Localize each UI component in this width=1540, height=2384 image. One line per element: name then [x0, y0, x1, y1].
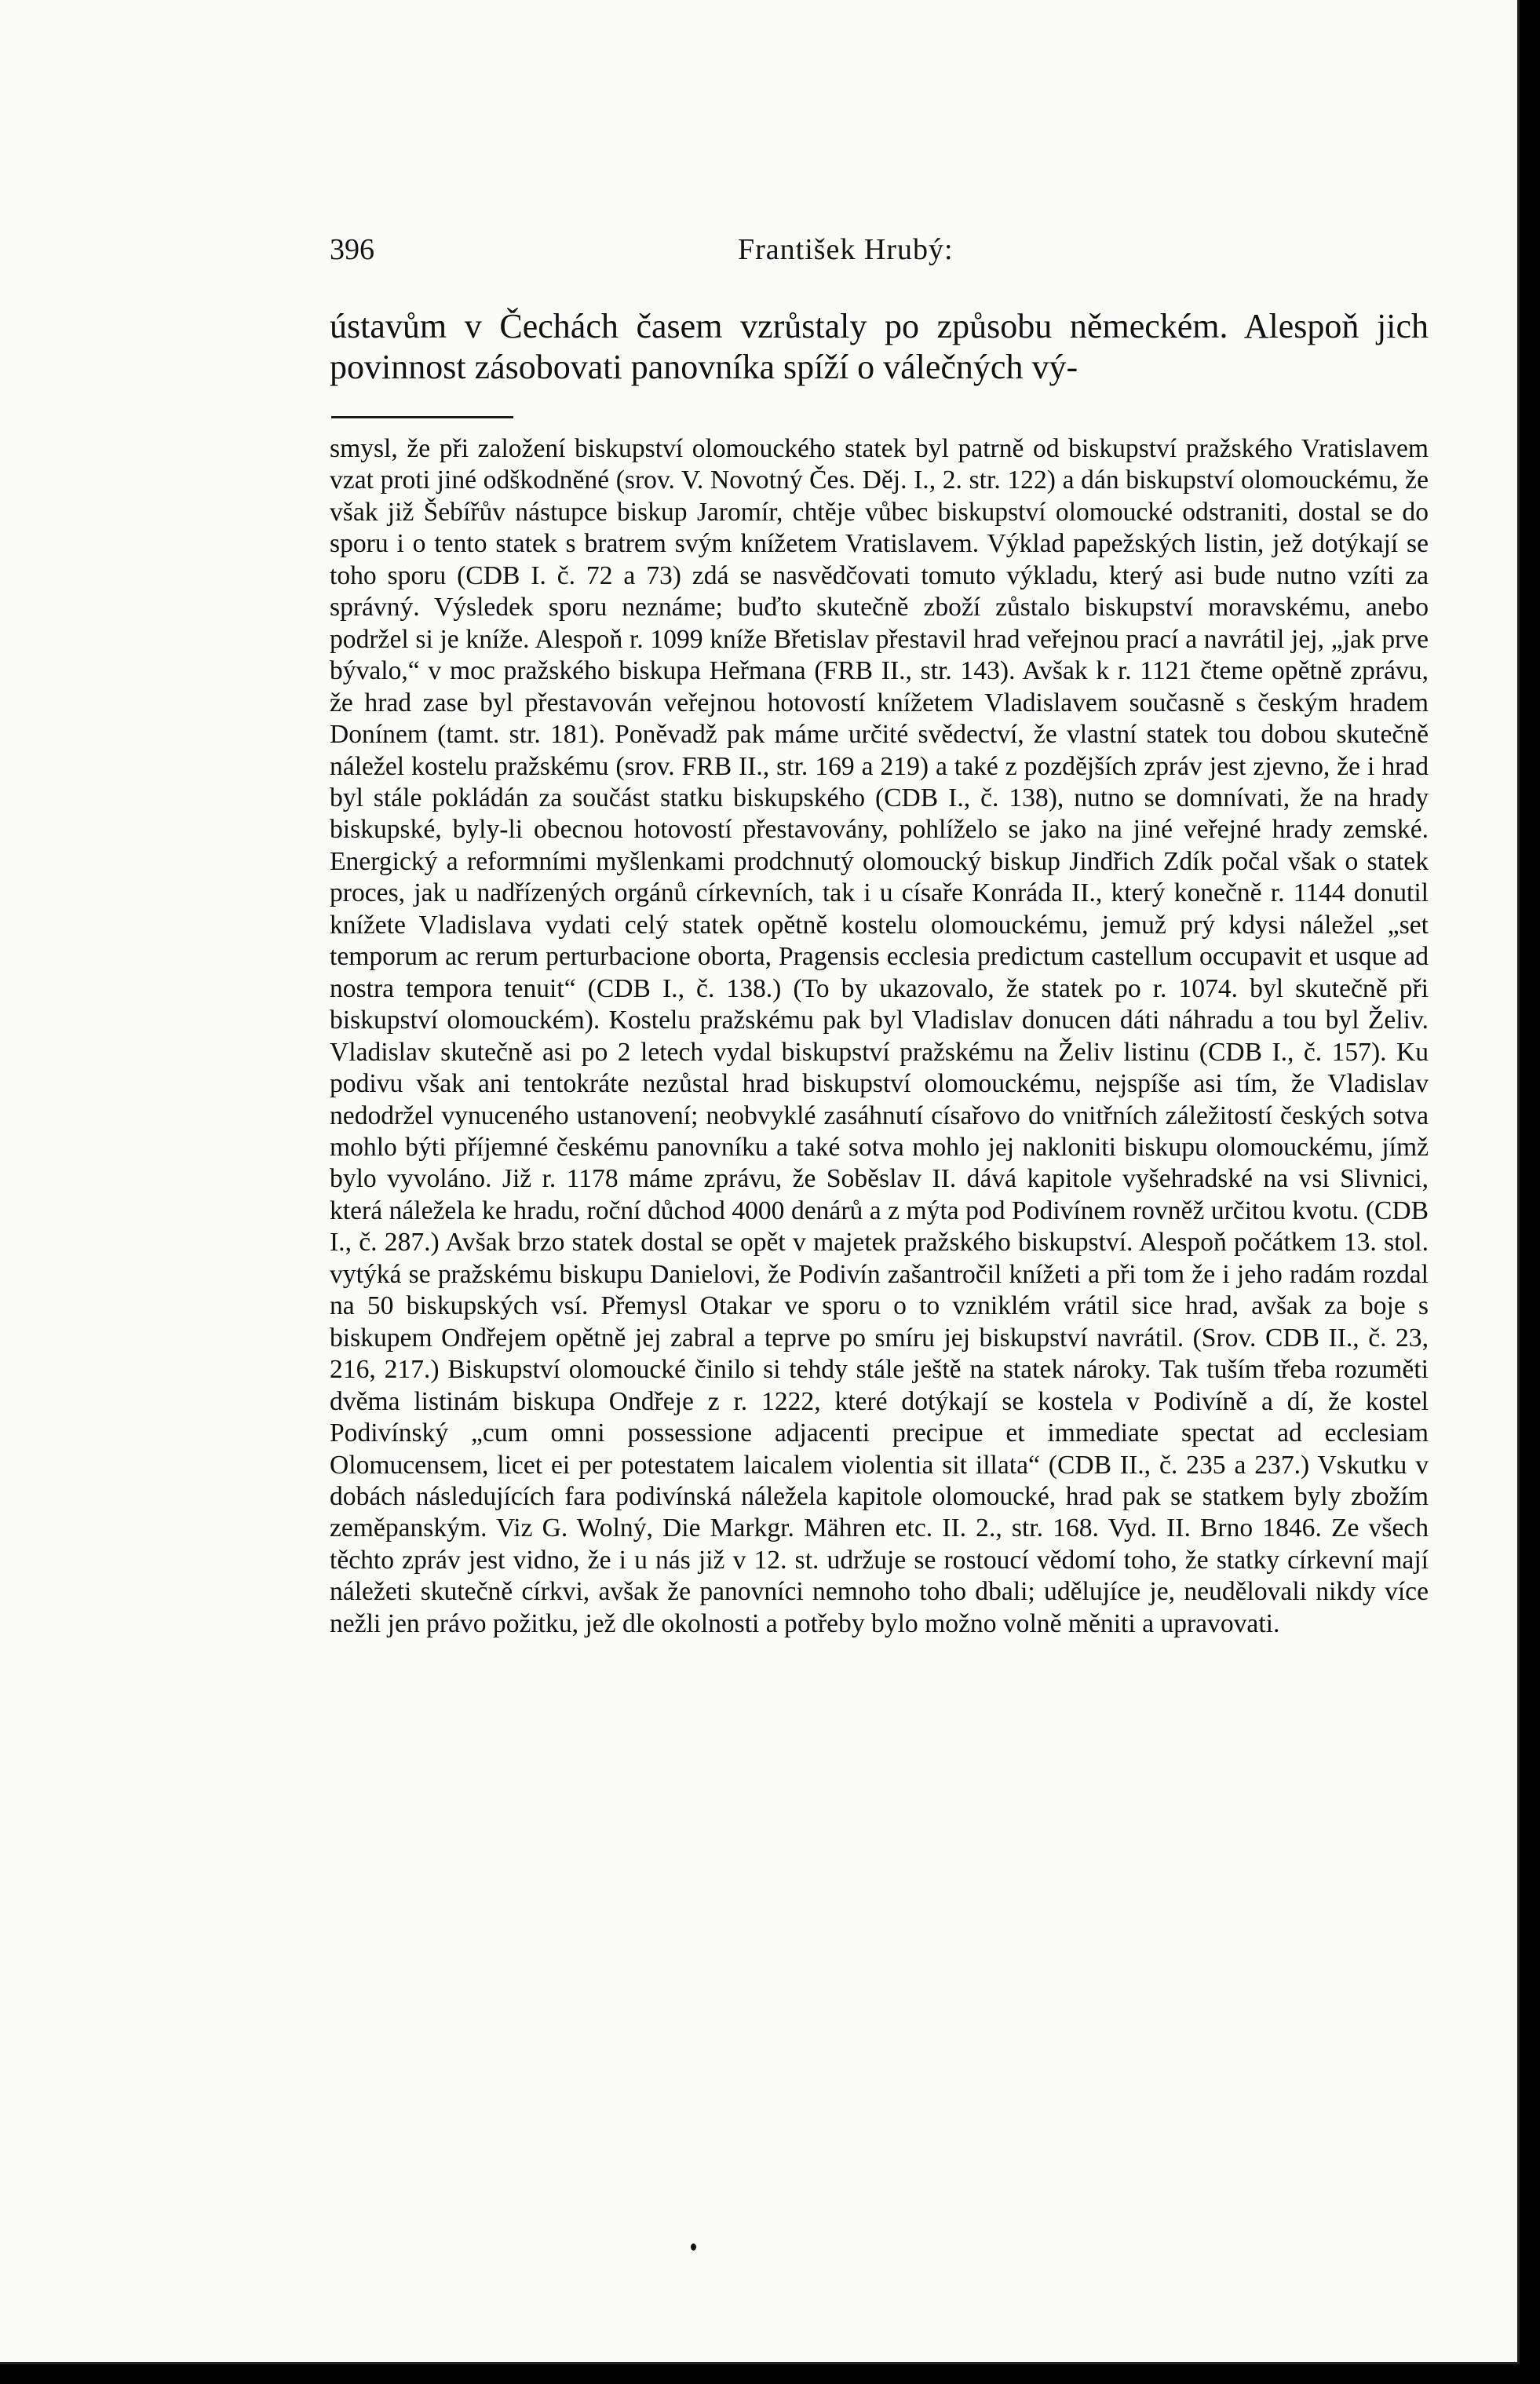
footnote-text: smysl, že při založení biskupství olomouckého statek byl patrně od biskupství pražského Vratislavem vzat proti jiné odškodněné (srov. V. Novotný Čes. Děj. I., 2. str. 122) a dán biskupství olomouckému, že však již Šebířův nástupce biskup Jaromír, chtěje vůbec biskupství olomoucké odstraniti, dostal se do sporu i o tento statek s bratrem svým knížetem Vratislavem. Výklad papežských listin, jež dotýkají se toho sporu (CDB I. č. 72 a 73) zdá se nasvědčovati tomuto výkladu, který asi bude nutno vzíti za správný. Výsledek sporu neznáme; buďto skutečně zboží zůstalo biskupství moravskému, anebo podržel si je kníže. Alespoň r. 1099 kníže Břetislav přestavil hrad veřejnou prací a navrátil jej, „jak prve bývalo,“ v moc pražského biskupa Heřmana (FRB II., str. 143). Avšak k r. 1121 čteme opětně zprávu, že hrad zase byl přestavován veřejnou hotovostí knížetem Vladislavem současně s českým hradem Donínem (tamt. str. 181). Poněvadž pak máme určité svědectví, že vlastní statek tou dobou skutečně náležel kostelu pražskému (srov. FRB II., str. 169 a 219) a také z pozdějších zpráv jest zjevno, že i hrad byl stále pokládán za součást statku biskupského (CDB I., č. 138), nutno se domnívati, že na hrady biskupské, byly-li obecnou hotovostí přestavovány, pohlíželo se jako na jiné veřejné hrady zemské. Energický a reformními myšlenkami prodchnutý olomoucký biskup Jindřich Zdík počal však o statek proces, jak u nadřízených orgánů církevních, tak i u císaře Konráda II., který konečně r. 1144 donutil knížete Vladislava vydati celý statek opětně kostelu olomouckému, jemuž prý kdysi náležel „set temporum ac rerum perturbacione oborta, Pragensis ecclesia predictum castellum occupavit et usque ad nostra tempora tenuit“ (CDB I., č. 138.) (To by ukazovalo, že statek po r. 1074. byl skutečně při biskupství olomouckém). Kostelu pražskému pak byl Vladislav donucen dáti náhradu a tou byl Želiv. Vladislav skutečně asi po 2 letech vydal biskupství pražskému na Želiv listinu (CDB I., č. 157). Ku podivu však ani tentokráte nezůstal hrad biskupství olomouckému, nejspíše asi tím, že Vladislav nedodržel vynuceného ustanovení; neobvyklé zasáhnutí císařovo do vnitřních záležitostí českých sotva mohlo býti příjemné českému panovníku a také sotva mohlo jej nakloniti biskupu olomouckému, jímž bylo vyvoláno. Již r. 1178 máme zprávu, že Soběslav II. dává kapitole vyšehradské na vsi Slivnici, která náležela ke hradu, roční důchod 4000 denárů a z mýta pod Podivínem rovněž určitou kvotu. (CDB I., č. 287.) Avšak brzo statek dostal se opět v majetek pražského biskupství. Alespoň počátkem 13. stol. vytýká se pražskému biskupu Danielovi, že Podivín zašantročil knížeti a při tom že i jeho radám rozdal na 50 biskupských vsí. Přemysl Otakar ve sporu o to vzniklém vrátil sice hrad, avšak za boje s biskupem Ondřejem opětně jej zabral a teprve po smíru jej biskupství navrátil. (Srov. CDB II., č. 23, 216, 217.) Biskupství olomoucké činilo si tehdy stále ještě na statek nároky. Tak tuším třeba rozuměti dvěma listinám biskupa Ondřeje z r. 1222, které dotýkají se kostela v Podivíně a dí, že kostel Podivínský „cum omni possessione adjacenti precipue et immediate spectat ad ecclesiam Olomucensem, licet ei per potestatem laicalem violentia sit illata“ (CDB II., č. 235 a 237.) Vskutku v dobách následujících fara podivínská náležela kapitole olomoucké, hrad pak se statkem byly zbožím zeměpanským. Viz G. Wolný, Die Markgr. Mähren etc. II. 2., str. 168. Vyd. II. Brno 1846. Ze všech těchto zpráv jest vidno, že i u nás již v 12. st. udržuje se rostoucí vědomí toho, že statky církevní mají náležeti skutečně církvi, avšak že panovníci nemnoho toho dbali; udělujíce je, neudělovali nikdy více nežli jen právo požitku, jež dle okolnosti a potřeby bylo možno volně měniti a upravovati. — [330, 434, 1429, 1638]
main-text: ústavům v Čechách časem vzrůstaly po způsobu německém. Alespoň jich povinnost zásobovati panovníka spíží o válečných vý- — [330, 307, 1429, 386]
print-speck — [691, 2243, 696, 2251]
footnote-separator — [331, 416, 513, 418]
running-head: František Hrubý: — [738, 233, 954, 266]
page-number: 396 — [330, 233, 374, 266]
page-header — [330, 232, 1429, 272]
